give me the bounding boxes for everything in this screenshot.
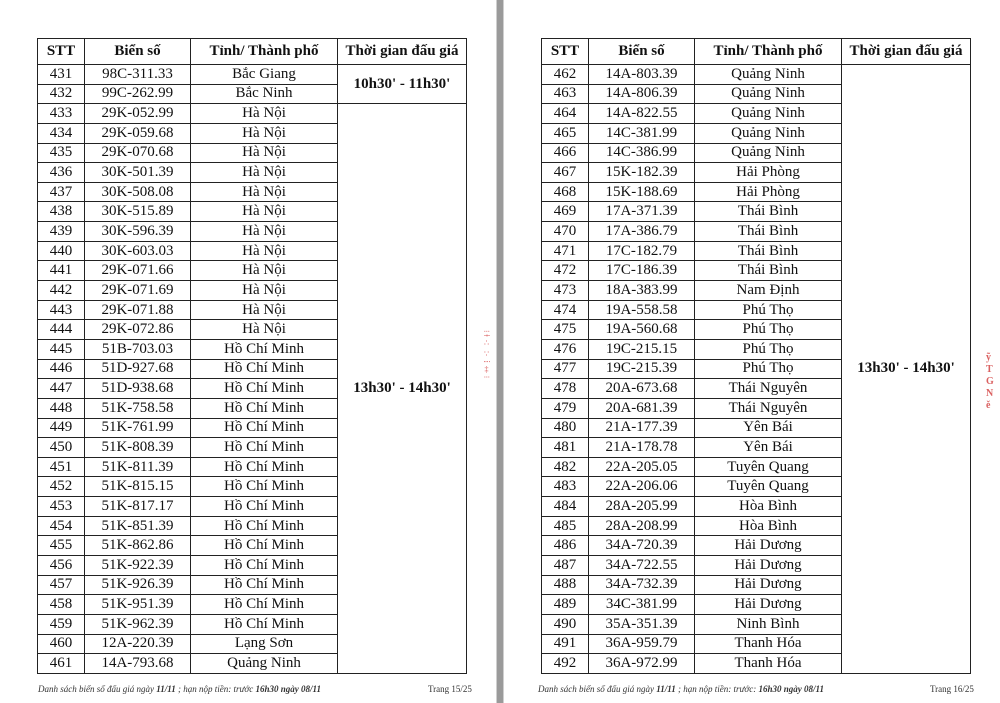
stt-cell: 482	[542, 457, 589, 477]
province-cell: Thanh Hóa	[695, 634, 842, 654]
stt-cell: 436	[38, 163, 85, 183]
stt-cell: 476	[542, 339, 589, 359]
province-cell: Bắc Ninh	[191, 84, 338, 104]
table-row	[38, 104, 467, 124]
province-cell: Thái Nguyên	[695, 379, 842, 399]
document-page-right	[503, 0, 1000, 703]
plate-cell: 21A-177.39	[589, 418, 695, 438]
stt-cell: 469	[542, 202, 589, 222]
plate-cell: 28A-208.99	[589, 516, 695, 536]
stt-cell: 468	[542, 182, 589, 202]
plate-cell: 30K-596.39	[85, 222, 191, 242]
stt-cell: 457	[38, 575, 85, 595]
stt-cell: 442	[38, 281, 85, 301]
stt-cell: 432	[38, 84, 85, 104]
document-page-left	[0, 0, 497, 703]
header-plate: Biển số	[85, 39, 191, 65]
plate-cell: 14C-386.99	[589, 143, 695, 163]
plate-cell: 36A-959.79	[589, 634, 695, 654]
stt-cell: 435	[38, 143, 85, 163]
auction-time-cell: 13h30' - 14h30'	[338, 104, 467, 674]
province-cell: Hồ Chí Minh	[191, 556, 338, 576]
province-cell: Thái Bình	[695, 202, 842, 222]
province-cell: Quảng Ninh	[695, 104, 842, 124]
plate-cell: 51K-926.39	[85, 575, 191, 595]
province-cell: Hồ Chí Minh	[191, 379, 338, 399]
stt-cell: 477	[542, 359, 589, 379]
header-auction-time: Thời gian đấu giá	[842, 39, 971, 65]
stt-cell: 445	[38, 339, 85, 359]
stt-cell: 459	[38, 614, 85, 634]
stt-cell: 480	[542, 418, 589, 438]
plate-cell: 29K-052.99	[85, 104, 191, 124]
province-cell: Hải Dương	[695, 595, 842, 615]
province-cell: Hồ Chí Minh	[191, 614, 338, 634]
plate-cell: 14A-822.55	[589, 104, 695, 124]
header-stt: STT	[38, 39, 85, 65]
stt-cell: 470	[542, 222, 589, 242]
stt-cell: 472	[542, 261, 589, 281]
stt-cell: 446	[38, 359, 85, 379]
plate-cell: 15K-182.39	[589, 163, 695, 183]
province-cell: Thái Nguyên	[695, 398, 842, 418]
province-cell: Yên Bái	[695, 418, 842, 438]
plate-cell: 51K-862.86	[85, 536, 191, 556]
plate-cell: 51K-808.39	[85, 438, 191, 458]
plate-cell: 20A-673.68	[589, 379, 695, 399]
province-cell: Nam Định	[695, 281, 842, 301]
table-row	[38, 65, 467, 85]
province-cell: Hồ Chí Minh	[191, 339, 338, 359]
province-cell: Hải Dương	[695, 536, 842, 556]
plate-cell: 17A-371.39	[589, 202, 695, 222]
stt-cell: 437	[38, 182, 85, 202]
stt-cell: 440	[38, 241, 85, 261]
stt-cell: 489	[542, 595, 589, 615]
stt-cell: 478	[542, 379, 589, 399]
plate-cell: 17A-386.79	[589, 222, 695, 242]
province-cell: Tuyên Quang	[695, 457, 842, 477]
province-cell: Hải Dương	[695, 575, 842, 595]
stt-cell: 486	[542, 536, 589, 556]
stt-cell: 485	[542, 516, 589, 536]
footer-text: Danh sách biển số đấu giá ngày	[538, 684, 657, 694]
header-stt: STT	[542, 39, 589, 65]
province-cell: Quảng Ninh	[695, 123, 842, 143]
plate-cell: 19C-215.15	[589, 339, 695, 359]
plate-cell: 20A-681.39	[589, 398, 695, 418]
province-cell: Hải Phòng	[695, 182, 842, 202]
plate-cell: 29K-059.68	[85, 123, 191, 143]
province-cell: Hà Nội	[191, 143, 338, 163]
plate-cell: 51K-951.39	[85, 595, 191, 615]
stt-cell: 455	[38, 536, 85, 556]
plate-cell: 34A-732.39	[589, 575, 695, 595]
province-cell: Phú Thọ	[695, 359, 842, 379]
plate-cell: 30K-515.89	[85, 202, 191, 222]
plate-cell: 98C-311.33	[85, 65, 191, 85]
page-footer	[38, 684, 321, 694]
footer-date: 11/11	[156, 684, 176, 694]
province-cell: Yên Bái	[695, 438, 842, 458]
table-header-row	[542, 39, 971, 65]
plate-cell: 36A-972.99	[589, 654, 695, 674]
plate-cell: 30K-508.08	[85, 182, 191, 202]
seal-stamp-fragment: ỹ T G N ě	[986, 352, 994, 411]
stt-cell: 466	[542, 143, 589, 163]
plate-table-left	[37, 38, 467, 674]
table-row	[542, 65, 971, 85]
stt-cell: 454	[38, 516, 85, 536]
province-cell: Hồ Chí Minh	[191, 457, 338, 477]
province-cell: Hà Nội	[191, 281, 338, 301]
stt-cell: 444	[38, 320, 85, 340]
plate-cell: 99C-262.99	[85, 84, 191, 104]
plate-cell: 19A-558.58	[589, 300, 695, 320]
stt-cell: 490	[542, 614, 589, 634]
stt-cell: 473	[542, 281, 589, 301]
stt-cell: 438	[38, 202, 85, 222]
footer-deadline: 16h30 ngày 08/11	[255, 684, 321, 694]
stt-cell: 463	[542, 84, 589, 104]
plate-cell: 29K-072.86	[85, 320, 191, 340]
stt-cell: 452	[38, 477, 85, 497]
plate-cell: 17C-182.79	[589, 241, 695, 261]
province-cell: Thái Bình	[695, 261, 842, 281]
stt-cell: 491	[542, 634, 589, 654]
plate-cell: 51K-962.39	[85, 614, 191, 634]
header-province: Tỉnh/ Thành phố	[695, 39, 842, 65]
stt-cell: 441	[38, 261, 85, 281]
province-cell: Hòa Bình	[695, 497, 842, 517]
plate-cell: 51K-922.39	[85, 556, 191, 576]
province-cell: Ninh Bình	[695, 614, 842, 634]
province-cell: Hồ Chí Minh	[191, 477, 338, 497]
plate-cell: 22A-205.05	[589, 457, 695, 477]
plate-cell: 34C-381.99	[589, 595, 695, 615]
plate-cell: 14A-806.39	[589, 84, 695, 104]
stt-cell: 449	[38, 418, 85, 438]
page-number: Trang 16/25	[930, 684, 974, 694]
plate-cell: 12A-220.39	[85, 634, 191, 654]
plate-cell: 51K-761.99	[85, 418, 191, 438]
province-cell: Hồ Chí Minh	[191, 438, 338, 458]
province-cell: Hà Nội	[191, 104, 338, 124]
stt-cell: 488	[542, 575, 589, 595]
plate-cell: 29K-070.68	[85, 143, 191, 163]
plate-cell: 51D-938.68	[85, 379, 191, 399]
footer-mid: ; hạn nộp tiền: trước:	[675, 684, 759, 694]
plate-cell: 14A-793.68	[85, 654, 191, 674]
province-cell: Hồ Chí Minh	[191, 497, 338, 517]
province-cell: Thanh Hóa	[695, 654, 842, 674]
plate-cell: 51K-817.17	[85, 497, 191, 517]
province-cell: Thái Bình	[695, 241, 842, 261]
stt-cell: 475	[542, 320, 589, 340]
header-auction-time: Thời gian đấu giá	[338, 39, 467, 65]
province-cell: Hồ Chí Minh	[191, 359, 338, 379]
stt-cell: 483	[542, 477, 589, 497]
table-header-row	[38, 39, 467, 65]
page-number: Trang 15/25	[428, 684, 472, 694]
stt-cell: 471	[542, 241, 589, 261]
plate-cell: 30K-501.39	[85, 163, 191, 183]
header-plate: Biển số	[589, 39, 695, 65]
plate-cell: 18A-383.99	[589, 281, 695, 301]
province-cell: Hà Nội	[191, 123, 338, 143]
province-cell: Hà Nội	[191, 202, 338, 222]
stt-cell: 484	[542, 497, 589, 517]
stt-cell: 451	[38, 457, 85, 477]
plate-cell: 34A-722.55	[589, 556, 695, 576]
auction-time-cell: 10h30' - 11h30'	[338, 65, 467, 104]
footer-deadline: 16h30 ngày 08/11	[758, 684, 824, 694]
plate-cell: 29K-071.66	[85, 261, 191, 281]
plate-cell: 51K-851.39	[85, 516, 191, 536]
stt-cell: 467	[542, 163, 589, 183]
footer-mid: ; hạn nộp tiền: trước	[175, 684, 256, 694]
footer-date: 11/11	[656, 684, 676, 694]
plate-cell: 51K-758.58	[85, 398, 191, 418]
plate-cell: 14A-803.39	[589, 65, 695, 85]
stt-cell: 481	[542, 438, 589, 458]
province-cell: Tuyên Quang	[695, 477, 842, 497]
stt-cell: 447	[38, 379, 85, 399]
stt-cell: 448	[38, 398, 85, 418]
plate-cell: 15K-188.69	[589, 182, 695, 202]
plate-cell: 29K-071.88	[85, 300, 191, 320]
plate-cell: 51K-811.39	[85, 457, 191, 477]
province-cell: Hà Nội	[191, 163, 338, 183]
plate-cell: 51K-815.15	[85, 477, 191, 497]
stt-cell: 464	[542, 104, 589, 124]
province-cell: Quảng Ninh	[191, 654, 338, 674]
province-cell: Hải Phòng	[695, 163, 842, 183]
footer-text: Danh sách biển số đấu giá ngày	[38, 684, 157, 694]
plate-cell: 51D-927.68	[85, 359, 191, 379]
province-cell: Hồ Chí Minh	[191, 595, 338, 615]
plate-cell: 19C-215.39	[589, 359, 695, 379]
plate-cell: 22A-206.06	[589, 477, 695, 497]
page-footer	[538, 684, 824, 694]
province-cell: Hòa Bình	[695, 516, 842, 536]
header-province: Tỉnh/ Thành phố	[191, 39, 338, 65]
plate-cell: 21A-178.78	[589, 438, 695, 458]
province-cell: Hà Nội	[191, 222, 338, 242]
province-cell: Phú Thọ	[695, 339, 842, 359]
province-cell: Hồ Chí Minh	[191, 516, 338, 536]
stt-cell: 479	[542, 398, 589, 418]
stt-cell: 433	[38, 104, 85, 124]
province-cell: Phú Thọ	[695, 300, 842, 320]
province-cell: Hải Dương	[695, 556, 842, 576]
province-cell: Hà Nội	[191, 182, 338, 202]
stt-cell: 456	[38, 556, 85, 576]
province-cell: Quảng Ninh	[695, 65, 842, 85]
stt-cell: 465	[542, 123, 589, 143]
plate-cell: 19A-560.68	[589, 320, 695, 340]
plate-cell: 14C-381.99	[589, 123, 695, 143]
plate-cell: 28A-205.99	[589, 497, 695, 517]
province-cell: Hồ Chí Minh	[191, 398, 338, 418]
stt-cell: 461	[38, 654, 85, 674]
province-cell: Hà Nội	[191, 300, 338, 320]
seal-stamp-fragment: ⁝ ǂ ∴ ∵ ⁞ ‡ ⁝	[482, 330, 491, 379]
plate-cell: 30K-603.03	[85, 241, 191, 261]
stt-cell: 462	[542, 65, 589, 85]
stt-cell: 443	[38, 300, 85, 320]
plate-cell: 17C-186.39	[589, 261, 695, 281]
auction-time-cell: 13h30' - 14h30'	[842, 65, 971, 674]
stt-cell: 439	[38, 222, 85, 242]
province-cell: Bắc Giang	[191, 65, 338, 85]
province-cell: Phú Thọ	[695, 320, 842, 340]
stt-cell: 453	[38, 497, 85, 517]
province-cell: Hồ Chí Minh	[191, 575, 338, 595]
province-cell: Hồ Chí Minh	[191, 418, 338, 438]
plate-table-right	[541, 38, 971, 674]
province-cell: Lạng Sơn	[191, 634, 338, 654]
province-cell: Thái Bình	[695, 222, 842, 242]
plate-cell: 29K-071.69	[85, 281, 191, 301]
stt-cell: 487	[542, 556, 589, 576]
province-cell: Hà Nội	[191, 241, 338, 261]
plate-cell: 35A-351.39	[589, 614, 695, 634]
stt-cell: 450	[38, 438, 85, 458]
stt-cell: 458	[38, 595, 85, 615]
stt-cell: 431	[38, 65, 85, 85]
province-cell: Hà Nội	[191, 320, 338, 340]
stt-cell: 434	[38, 123, 85, 143]
stt-cell: 492	[542, 654, 589, 674]
stt-cell: 474	[542, 300, 589, 320]
province-cell: Hà Nội	[191, 261, 338, 281]
province-cell: Hồ Chí Minh	[191, 536, 338, 556]
plate-cell: 51B-703.03	[85, 339, 191, 359]
province-cell: Quảng Ninh	[695, 143, 842, 163]
province-cell: Quảng Ninh	[695, 84, 842, 104]
stt-cell: 460	[38, 634, 85, 654]
plate-cell: 34A-720.39	[589, 536, 695, 556]
